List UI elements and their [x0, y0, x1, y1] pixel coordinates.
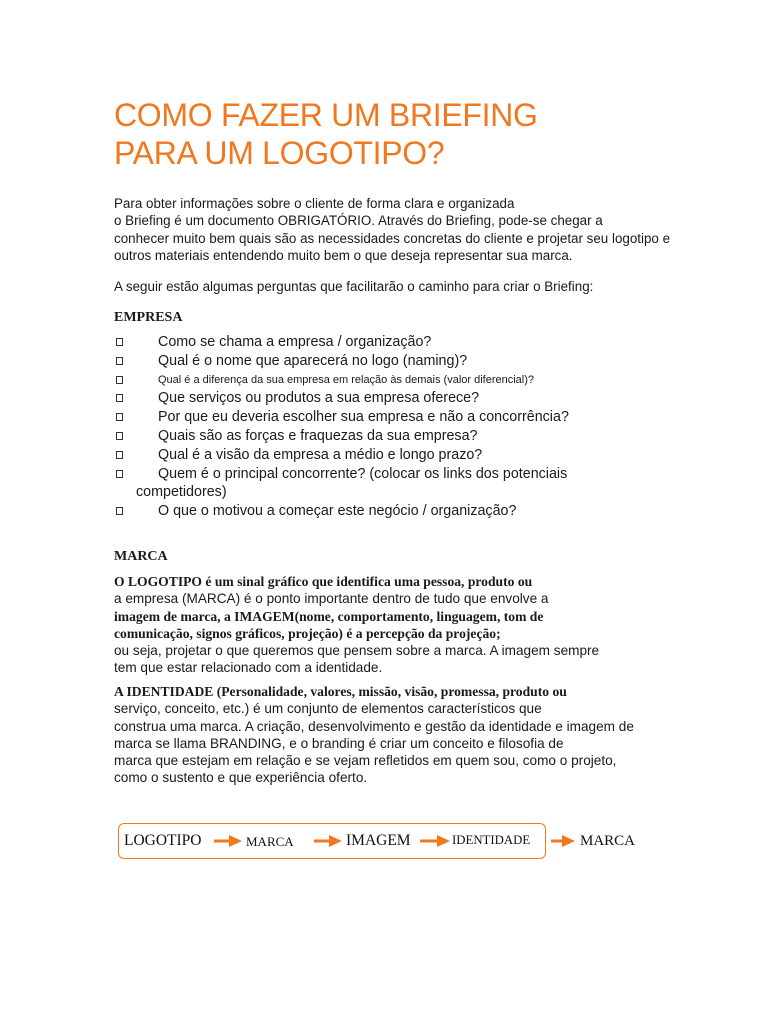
list-item: Que serviços ou produtos a sua empresa oferece? [114, 389, 614, 408]
checkbox-icon [116, 432, 123, 440]
list-item: Como se chama a empresa / organização? [114, 333, 614, 352]
intro-line: Para obter informações sobre o cliente de forma clara e organizada [114, 196, 515, 211]
arrow-right-icon [551, 834, 575, 848]
intro-paragraph [114, 195, 670, 264]
checkbox-icon [116, 394, 123, 402]
marca-p1-line: ou seja, projetar o que queremos que pensem sobre a marca. A imagem sempre [114, 643, 600, 659]
flow-step-logotipo: LOGOTIPO [124, 832, 202, 849]
list-item: Por que eu deveria escolher sua empresa e não a concorrência? [114, 408, 614, 427]
lead-paragraph [114, 278, 593, 295]
title-line-2: PARA UM LOGOTIPO? [114, 135, 445, 171]
checkbox-icon [116, 507, 123, 515]
checkbox-icon [116, 470, 123, 478]
arrow-right-icon [420, 834, 450, 848]
marca-p1-line: imagem de marca, a IMAGEM(nome, comportamento, linguagem, tom de [114, 608, 544, 624]
marca-p2-line: serviço, conceito, etc.) é um conjunto de elementos característicos que [114, 701, 542, 717]
title-line-1: COMO FAZER UM BRIEFING [114, 97, 538, 133]
list-item: Qual é o nome que aparecerá no logo (naming)? [114, 352, 614, 371]
flow-step-imagem: IMAGEM [346, 832, 411, 849]
marca-p1-line: O LOGOTIPO é um sinal gráfico que identifica uma pessoa, produto ou [114, 574, 533, 589]
lead-text: A seguir estão algumas perguntas que facilitarão o caminho para criar o Briefing: [114, 279, 594, 294]
intro-line: outros materiais entendendo muito bem o que deseja representar sua marca. [114, 247, 573, 263]
marca-p2-line: construa uma marca. A criação, desenvolvimento e gestão da identidade e imagem de [114, 718, 634, 734]
checkbox-icon [116, 376, 123, 384]
list-item: Qual é a visão da empresa a médio e longo prazo? [114, 446, 614, 465]
intro-line: o Briefing é um documento OBRIGATÓRIO. Através do Briefing, pode-se chegar a [114, 213, 603, 229]
marca-p1-line: comunicação, signos gráficos, projeção) é a percepção da projeção; [114, 625, 501, 641]
checkbox-icon [116, 338, 123, 346]
empresa-question-list [114, 333, 614, 520]
checkbox-icon [116, 413, 123, 421]
marca-p1-line: a empresa (MARCA) é o ponto importante dentro de tudo que envolve a [114, 591, 549, 607]
marca-paragraph-1 [114, 573, 599, 677]
arrow-right-icon [214, 834, 242, 848]
flow-step-marca: MARCA [246, 834, 294, 849]
marca-p1-line: tem que estar relacionado com a identidade. [114, 660, 383, 676]
list-item: Quem é o principal concorrente? (colocar os links dos potenciais competidores) [114, 465, 614, 502]
marca-p2-line: como o sustento e que experiência oferto. [114, 770, 368, 786]
flow-step-marca-final: MARCA [580, 833, 636, 849]
list-item: Qual é a diferença da sua empresa em relação às demais (valor diferencial)? [114, 371, 614, 390]
marca-p2-line: marca que estejam em relação e se vejam refletidos em quem sou, como o projeto, [114, 753, 617, 769]
page-title [114, 96, 538, 172]
checkbox-icon [116, 357, 123, 365]
flow-step-identidade: IDENTIDADE [452, 833, 531, 847]
checkbox-icon [116, 451, 123, 459]
marca-heading: MARCA [114, 549, 168, 564]
arrow-right-icon [314, 834, 342, 848]
intro-line: conhecer muito bem quais são as necessidades concretas do cliente e projetar seu logotipo e [114, 230, 671, 246]
list-item: O que o motivou a começar este negócio / organização? [114, 502, 614, 521]
marca-p2-line: A IDENTIDADE (Personalidade, valores, missão, visão, promessa, produto ou [114, 684, 567, 699]
marca-paragraph-2 [114, 683, 634, 787]
empresa-heading: EMPRESA [114, 310, 183, 325]
list-item: Quais são as forças e fraquezas da sua empresa? [114, 427, 614, 446]
marca-p2-line: marca se llama BRANDING, e o branding é criar um conceito e filosofia de [114, 735, 564, 751]
